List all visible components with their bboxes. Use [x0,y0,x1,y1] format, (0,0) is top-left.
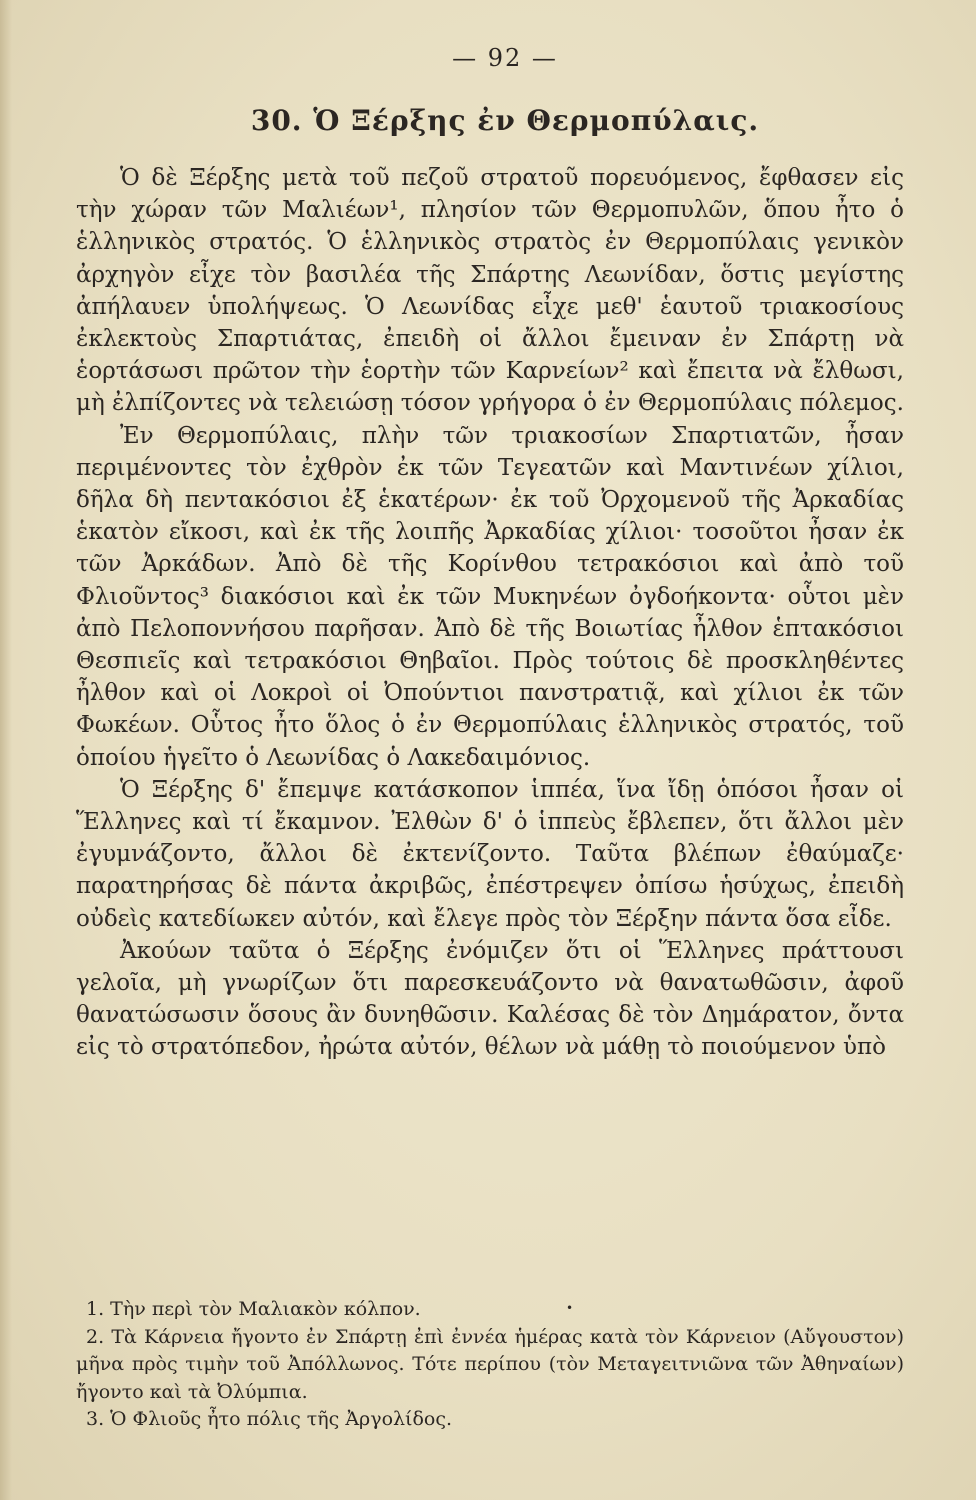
chapter-heading: 30. Ὁ Ξέρξης ἐν Θερμοπύλαις. [250,104,760,137]
page-number: — 92 — [452,44,558,72]
paragraph: Ἀκούων ταῦτα ὁ Ξέρξης ἐνόμιζεν ὅτι οἱ Ἕλληνες πράττουσι γελοῖα, μὴ γνωρίζων ὅτι παρεσκευάζοντο νὰ θανατωθῶσιν, ἀφοῦ θανατώσωσιν ὅσους ἂν δυνηθῶσιν. Καλέσας δὲ τὸν Δημάρατον, ὄντα εἰς τὸ στρατόπεδον, ἠρώτα αὐτόν, θέλων νὰ μάθῃ τὸ ποιούμενον ὑπὸ [76,937,904,1061]
paragraph: Ὁ δὲ Ξέρξης μετὰ τοῦ πεζοῦ στρατοῦ πορευόμενος, ἔφθασεν εἰς τὴν χώραν τῶν Μαλιέων¹, πλησίον τῶν Θερμοπυλῶν, ὅπου ἦτο ὁ ἑλληνικὸς στρατός. Ὁ ἑλληνικὸς στρατὸς ἐν Θερμοπύλαις γενικὸν ἀρχηγὸν εἶχε τὸν βασιλέα τῆς Σπάρτης Λεωνίδαν, ὅστις μεγίστης ἀπήλαυεν ὑπολήψεως. Ὁ Λεωνίδας εἶχε μεθ' ἑαυτοῦ τριακοσίους ἐκλεκτοὺς Σπαρτιάτας, ἐπειδὴ οἱ ἄλλοι ἔμειναν ἐν Σπάρτῃ νὰ ἑορτάσωσι πρῶτον τὴν ἑορτὴν τῶν Καρνείων² καὶ ἔπειτα νὰ ἔλθωσι, μὴ ἐλπίζοντες νὰ τελειώσῃ τόσον γρήγορα ὁ ἐν Θερμοπύλαις πόλεμος. [76,165,904,417]
footnote: 2. Τὰ Κάρνεια ἤγοντο ἐν Σπάρτῃ ἐπὶ ἐννέα ἡμέρας κατὰ τὸν Κάρνειον (Αὔγουστον) μῆνα πρὸς τιμὴν τοῦ Ἀπόλλωνος. Τότε περίπου (τὸν Μεταγειτνιῶνα τῶν Ἀθηναίων) ἤγοντο καὶ τὰ Ὀλύμπια. [76,1325,904,1403]
footnote: 1. Τὴν περὶ τὸν Μαλιακὸν κόλπον. [86,1298,421,1320]
footnotes [76,1296,904,1434]
page-gutter-shadow [0,0,12,1500]
paragraph: Ἐν Θερμοπύλαις, πλὴν τῶν τριακοσίων Σπαρτιατῶν, ἦσαν περιμένοντες τὸν ἐχθρὸν ἐκ τῶν Τεγεατῶν καὶ Μαντινέων χίλιοι, δῆλα δὴ πεντακόσιοι ἐξ ἑκατέρων· ἐκ τοῦ Ὀρχομενοῦ τῆς Ἀρκαδίας ἑκατὸν εἴκοσι, καὶ ἐκ τῆς λοιπῆς Ἀρκαδίας χίλιοι· τοσοῦτοι ἦσαν ἐκ τῶν Ἀρκάδων. Ἀπὸ δὲ τῆς Κορίνθου τετρακόσιοι καὶ ἀπὸ τοῦ Φλιοῦντος³ διακόσιοι καὶ ἐκ τῶν Μυκηνέων ὀγδοήκοντα· οὗτοι μὲν ἀπὸ Πελοποννήσου παρῆσαν. Ἀπὸ δὲ τῆς Βοιωτίας ἦλθον ἑπτακόσιοι Θεσπιεῖς καὶ τετρακόσιοι Θηβαῖοι. Πρὸς τούτοις δὲ προσκληθέντες ἦλθον καὶ οἱ Λοκροὶ οἱ Ὀπούντιοι πανστρατιᾷ, καὶ χίλιοι ἐκ τῶν Φωκέων. Οὗτος ἦτο ὅλος ὁ ἐν Θερμοπύλαις ἑλληνικὸς στρατός, τοῦ ὁποίου ἡγεῖτο ὁ Λεωνίδας ὁ Λακεδαιμόνιος. [76,422,904,771]
paragraph: Ὁ Ξέρξης δ' ἔπεμψε κατάσκοπον ἱππέα, ἵνα ἴδῃ ὁπόσοι ἦσαν οἱ Ἕλληνες καὶ τί ἔκαμνον. Ἐλθὼν δ' ὁ ἱππεὺς ἔβλεπεν, ὅτι ἄλλοι μὲν ἐγυμνάζοντο, ἄλλοι δὲ ἐκτενίζοντο. Ταῦτα βλέπων ἐθαύμαζε· παρατηρήσας δὲ πάντα ἀκριβῶς, ἐπέστρεψεν ὀπίσω ἡσύχως, ἐπειδὴ οὐδεὶς κατεδίωκεν αὐτόν, καὶ ἔλεγε πρὸς τὸν Ξέρξην πάντα ὅσα εἶδε. [76,776,904,932]
body-text [76,162,904,1064]
footnote: 3. Ὁ Φλιοῦς ἦτο πόλις τῆς Ἀργολίδος. [86,1408,453,1430]
bullet-mark: • [566,1301,574,1315]
